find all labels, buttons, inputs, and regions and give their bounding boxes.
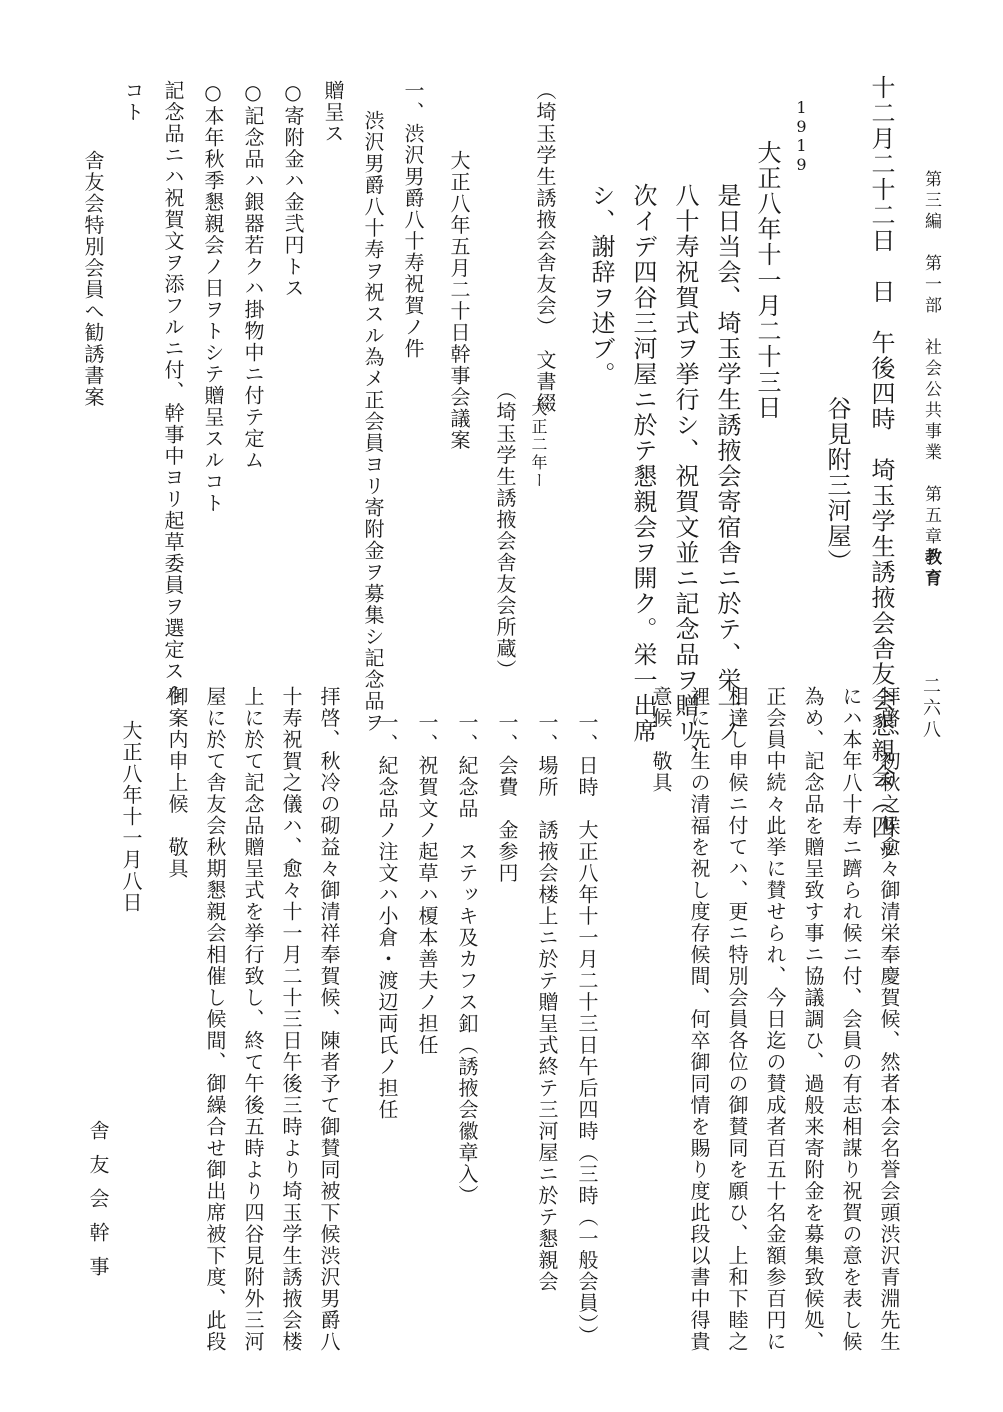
detail-item: 一、会費 金参円 <box>495 712 519 884</box>
bullet-tail-end: コト <box>121 80 145 123</box>
detail-item: 一、場所 誘掖会楼上ニ於テ贈呈式終テ三河屋ニ於テ懇親会 <box>535 712 559 1293</box>
letter-one <box>651 686 899 1353</box>
detail-item: 一、紀念品ノ注文ハ小倉・渡辺両氏ノ担任 <box>375 712 399 1121</box>
bullet-item: ○記念品ハ銀器若クハ掛物中ニ付テ定ム <box>241 80 265 471</box>
detail-item: 一、紀念品 ステッキ及カフス釦（誘掖会徽章入） <box>455 712 479 1207</box>
meeting-entry <box>737 140 779 421</box>
letter-one-closing: 意候 敬具 <box>649 686 673 794</box>
bullet-tail: 記念品ニハ祝賀文ヲ添フルニ付、幹事中ヨリ起草委員ヲ選定スル <box>161 80 185 704</box>
signature: 舎友会幹事 <box>86 1120 110 1290</box>
letter-one-line: 裡に先生の清福を祝し度存候間、何卒御同情を賜り度此段以書中得貴 <box>687 686 711 1353</box>
detail-item: 一、日時 大正八年十一月二十三日午后四時（三時（一般会員）） <box>575 712 599 1347</box>
header-chapter-title: 教育 <box>921 548 941 590</box>
agenda-item: 一、渋沢男爵八十寿祝賀ノ件 <box>401 80 425 360</box>
entry-location-line: 谷見附三河屋） <box>823 396 851 575</box>
event-details <box>377 712 597 1347</box>
letter-two-line: 十寿祝賀之儀ハ、愈々十一月二十三日午後三時より埼玉学生誘掖会楼 <box>279 686 303 1353</box>
detail-item: 一、祝賀文ノ起草ハ榎本善夫ノ担任 <box>415 712 439 1056</box>
letter-one-line: 正会員中続々此挙に賛せられ、今日迄の賛成者百五十名金額参百円に <box>763 686 787 1353</box>
bullet-item: ○寄附金ハ金弐円トス <box>281 80 305 299</box>
header-label: 第三編 第一部 社会公共事業 第五章 <box>921 170 941 548</box>
section-title: 舎友会特別会員へ勧誘書案 <box>81 150 105 408</box>
source-holder: （埼玉学生誘掖会舎友会所蔵） <box>493 380 517 681</box>
letter-one-line: 為め、記念品を贈呈致す事ニ協議調ひ、過般来寄附金を募集致候処、 <box>801 686 825 1353</box>
year-note: 1919 <box>792 98 811 174</box>
letter-two-line: 屋に於て舎友会秋期懇親会相催し候間、御繰合せ御出席被下度、此段 <box>203 686 227 1353</box>
page-number: 二六八 <box>920 676 941 742</box>
letter-one-line: 相達し申候ニ付てハ、更ニ特別会員各位の御賛同を願ひ、上和下睦之 <box>725 686 749 1353</box>
running-header <box>922 170 939 590</box>
meeting-date: 大正八年十一月二十三日 <box>753 140 781 421</box>
letter-two-line: 上に於て記念品贈呈式を挙行致し、終て午後五時より四谷見附外三河 <box>241 686 265 1353</box>
entry-date-line: 十二月二十二日 日 午後四時 埼玉学生誘掖会舎友会懇親会（四ッ <box>867 75 895 866</box>
letter-one-line: にハ本年八十寿ニ躋られ候ニ付、会員の有志相謀り祝賀の意を表し候 <box>839 686 863 1353</box>
bullet-list <box>203 80 303 514</box>
letter-two-date: 大正八年十一月八日 <box>119 720 143 914</box>
source-period: 大正二年ー <box>529 400 548 490</box>
meeting-body: 是日当会、埼玉学生誘掖会寄宿舎ニ於テ、栄一ノ 八十寿祝賀式ヲ挙行シ、祝賀文並ニ記念品ヲ贈リ、 次イデ四谷三河屋ニ於テ懇親会ヲ開ク。栄一出席 シ、謝辞ヲ述ブ。 <box>587 183 741 770</box>
agenda-text: 渋沢男爵八十寿ヲ祝スル為メ正会員ヨリ寄附金ヲ募集シ記念品ヲ <box>361 110 385 734</box>
bullet-item: ○本年秋季懇親会ノ日ヲトシテ贈呈スルコト <box>201 80 225 514</box>
agenda-date: 大正八年五月二十日幹事会議案 <box>447 150 471 451</box>
letter-one-line: 拝啓、初秋之候愈々御清栄奉慶賀候、然者本会名誉会頭渋沢青淵先生 <box>877 686 901 1353</box>
letter-two-line: 拝啓、秋冷の砌益々御清祥奉賀候、陳者予て御賛同被下候渋沢男爵八 <box>317 686 341 1353</box>
letter-two-closing: 御案内申上候 敬具 <box>165 686 189 880</box>
agenda-text-tail: 贈呈ス <box>321 80 345 145</box>
letter-two <box>167 686 339 1353</box>
source-title: （埼玉学生誘掖会舎友会） 文書綴 <box>533 80 557 414</box>
